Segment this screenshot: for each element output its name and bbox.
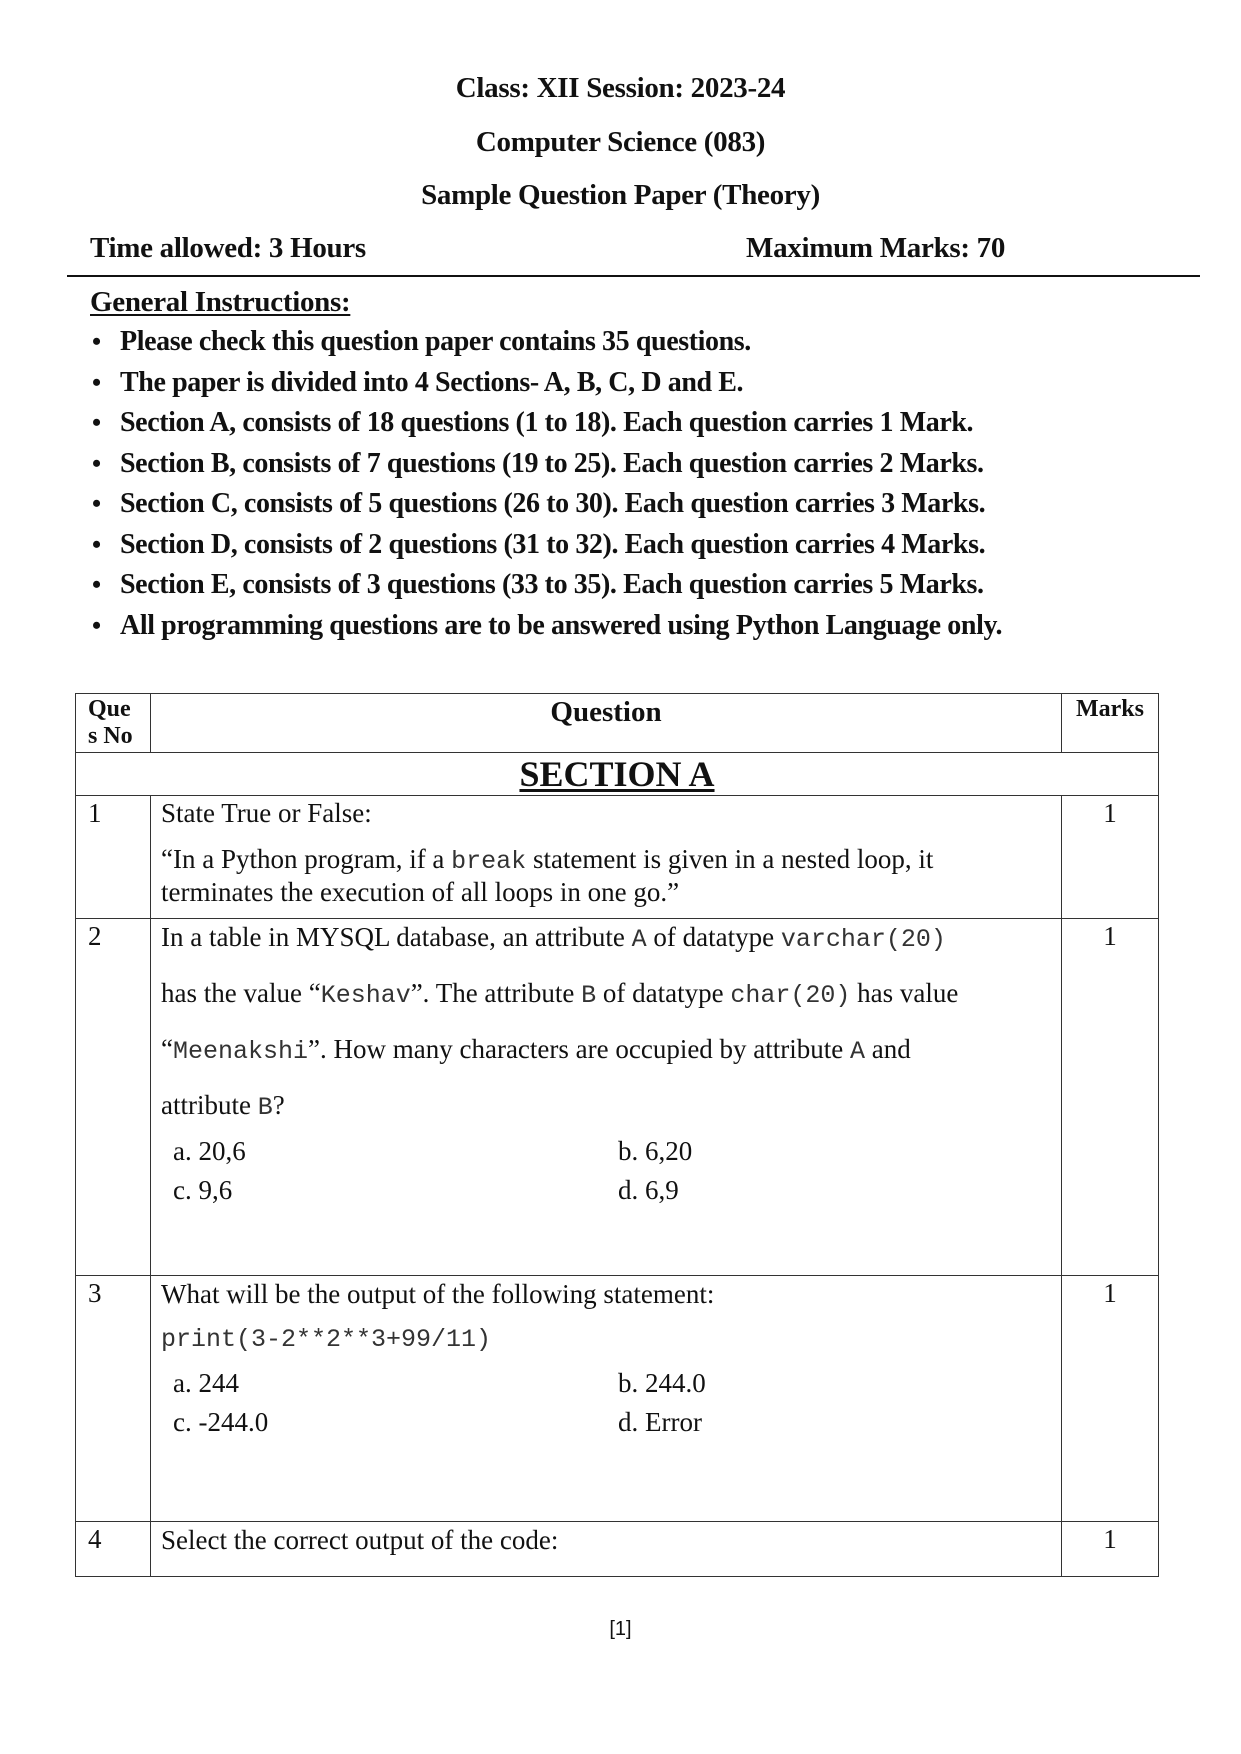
section-row xyxy=(76,753,1159,796)
paper-title: Sample Question Paper (Theory) xyxy=(421,179,820,211)
section-title: SECTION A xyxy=(76,753,1159,796)
option-d: d. Error xyxy=(618,1407,702,1437)
table-row xyxy=(76,1522,1159,1577)
question-marks: 1 xyxy=(1062,919,1159,1276)
page-number: [1] xyxy=(609,1618,632,1640)
question-text: State True or False: “In a Python program, if a break statement is given in a nested loop, it terminates the execution of all loops in one go.” xyxy=(151,796,1062,919)
table-row xyxy=(76,796,1159,919)
option-d: d. 6,9 xyxy=(618,1175,679,1205)
header-divider xyxy=(67,275,1200,277)
option-b: b. 6,20 xyxy=(618,1136,693,1166)
question-number: 1 xyxy=(76,796,151,919)
options-grid xyxy=(173,1368,1051,1438)
table-row xyxy=(76,1276,1159,1522)
option-b: b. 244.0 xyxy=(618,1368,706,1398)
question-marks: 1 xyxy=(1062,1522,1159,1577)
instruction-item: • Please check this question paper contains 35 questions. xyxy=(90,324,1002,365)
instruction-item: • Section B, consists of 7 questions (19 to 25). Each question carries 2 Marks. xyxy=(90,446,1002,487)
instruction-item: • Section E, consists of 3 questions (33 to 35). Each question carries 5 Marks. xyxy=(90,567,1002,608)
general-instructions-list xyxy=(90,324,1002,648)
question-text: What will be the output of the following statement: print(3-2**2**3+99/11) a. 244 b. 244.0 c. -244.0 d. Error xyxy=(151,1276,1062,1522)
option-a: a. 20,6 xyxy=(173,1136,246,1166)
question-header: Question xyxy=(151,694,1062,753)
options-grid xyxy=(173,1136,1051,1206)
qno-header: Que s No xyxy=(76,694,151,753)
question-marks: 1 xyxy=(1062,796,1159,919)
question-table xyxy=(75,693,1159,1577)
instruction-item: • Section A, consists of 18 questions (1 to 18). Each question carries 1 Mark. xyxy=(90,405,1002,446)
question-text: Select the correct output of the code: xyxy=(151,1522,1062,1577)
instruction-item: • Section C, consists of 5 questions (26 to 30). Each question carries 3 Marks. xyxy=(90,486,1002,527)
question-number: 3 xyxy=(76,1276,151,1522)
table-row xyxy=(76,919,1159,1276)
option-c: c. -244.0 xyxy=(173,1407,269,1437)
subject-title: Computer Science (083) xyxy=(475,126,766,158)
option-c: c. 9,6 xyxy=(173,1175,233,1205)
instruction-item: • Section D, consists of 2 questions (31 to 32). Each question carries 4 Marks. xyxy=(90,527,1002,568)
instruction-item: • The paper is divided into 4 Sections- A, B, C, D and E. xyxy=(90,365,1002,406)
question-marks: 1 xyxy=(1062,1276,1159,1522)
question-text: In a table in MYSQL database, an attribute A of datatype varchar(20) has the value “Keshav”. The attribute B of datatype char(20) has value “Meenakshi”. How many characters are occupied by attribute A and attribute B? a. 20,6 b. 6,20 c. 9,6 d. 6,9 xyxy=(151,919,1062,1276)
table-header-row xyxy=(76,694,1159,753)
maximum-marks: Maximum Marks: 70 xyxy=(746,232,1006,264)
marks-header: Marks xyxy=(1062,694,1159,753)
code-break: break xyxy=(451,847,527,876)
code-snippet: print(3-2**2**3+99/11) xyxy=(161,1325,492,1354)
class-session-line: Class: XII Session: 2023-24 xyxy=(455,72,786,104)
question-number: 2 xyxy=(76,919,151,1276)
option-a: a. 244 xyxy=(173,1368,239,1398)
time-allowed: Time allowed: 3 Hours xyxy=(90,232,366,264)
instruction-item: • All programming questions are to be answered using Python Language only. xyxy=(90,608,1002,649)
question-number: 4 xyxy=(76,1522,151,1577)
general-instructions-title: General Instructions: xyxy=(90,286,351,318)
